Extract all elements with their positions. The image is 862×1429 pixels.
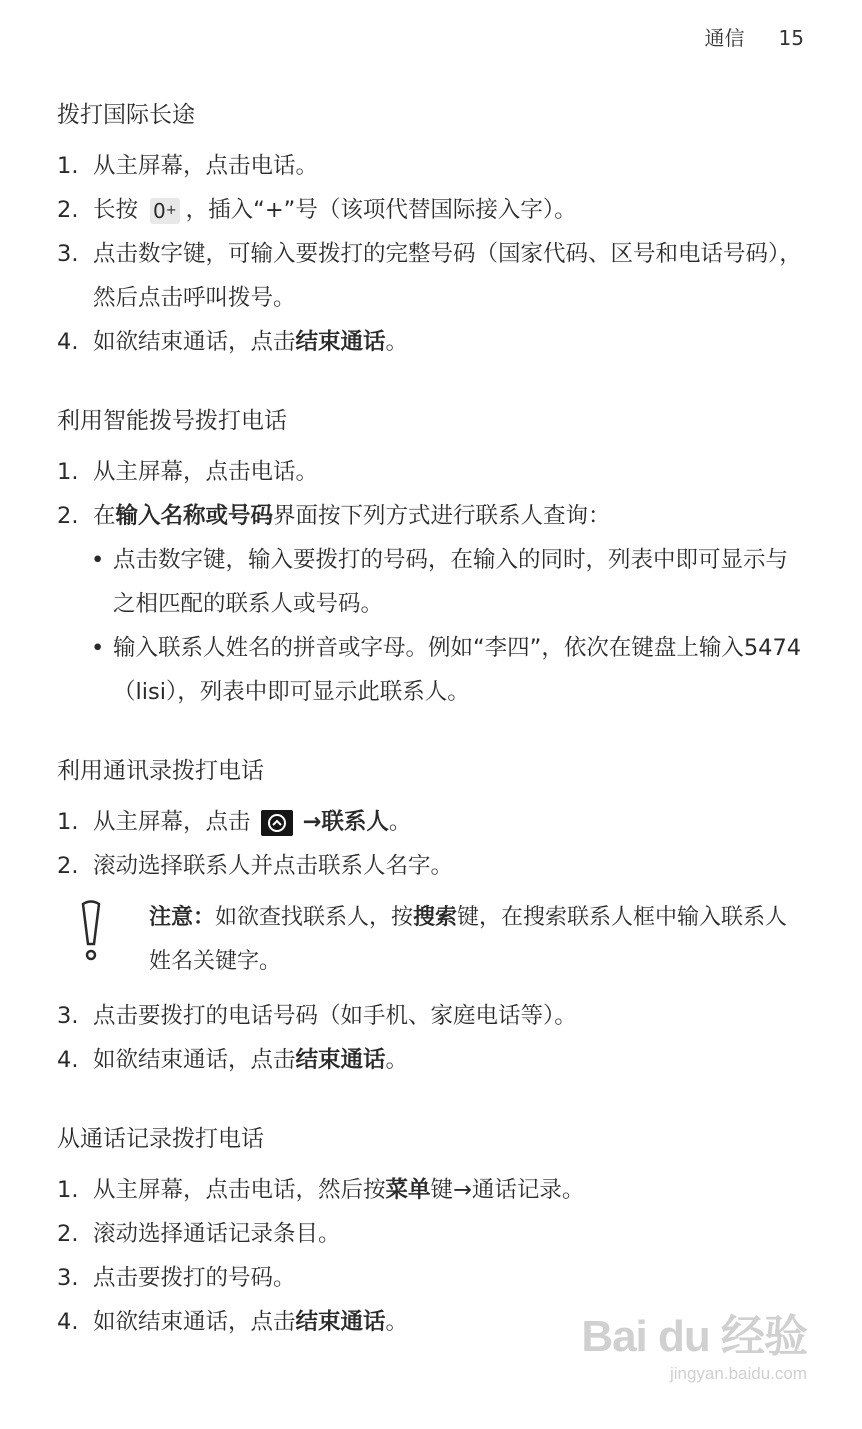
watermark-url: jingyan.baidu.com: [669, 1364, 807, 1383]
list-item: [57, 320, 802, 364]
item-number: 4.: [57, 1309, 79, 1335]
item-text: 滚动选择联系人并点击联系人名字。: [93, 853, 454, 879]
section-title: 拨打国际长途: [57, 102, 195, 128]
bullet-text: 点击数字键，输入要拨打的号码，在输入的同时，列表中即可显示与之相匹配的联系人或号码。: [113, 547, 789, 617]
item-bold-text: 菜单: [385, 1177, 431, 1203]
list-item: [57, 450, 802, 494]
item-text: 从主屏幕，点击电话。: [93, 153, 319, 179]
chapter-title: 通信: [704, 26, 745, 50]
list-item: [57, 1256, 802, 1300]
bullet-item: [91, 626, 802, 714]
item-text-cont: 界面按下列方式进行联系人查询：: [273, 503, 611, 529]
item-text: 如欲结束通话，点击: [93, 329, 296, 355]
note-bold-text: 搜索: [413, 905, 458, 930]
item-text: 点击数字键，可输入要拨打的完整号码（国家代码、区号和电话号码），然后点击呼叫拨号。: [93, 241, 802, 311]
list-item: [57, 844, 802, 888]
item-text: 点击要拨打的电话号码（如手机、家庭电话等）。: [93, 1003, 577, 1029]
item-text-cont: 。: [385, 329, 409, 355]
item-text-cont: 键→通话记录。: [430, 1177, 585, 1203]
item-number: 1.: [57, 1177, 79, 1203]
list-item: [57, 1038, 802, 1082]
item-bold-text: 输入名称或号码: [115, 503, 274, 529]
key-plus-label: +: [165, 202, 177, 218]
note-text-cont: 键，在搜索联系人框中输入联系人姓名关键字。: [149, 905, 788, 974]
item-text-cont: 。: [388, 809, 412, 835]
list-item: [57, 1168, 802, 1212]
item-number: 2.: [57, 1221, 79, 1247]
item-number: 4.: [57, 329, 79, 355]
item-text: 如欲结束通话，点击: [93, 1309, 296, 1335]
item-text: 点击要拨打的号码。: [93, 1265, 296, 1291]
list-item: [57, 1212, 802, 1256]
item-number: 1.: [57, 809, 79, 835]
item-bold-text: →联系人: [302, 809, 389, 835]
note-text: [149, 896, 802, 984]
item-number: 1.: [57, 153, 79, 179]
all-apps-icon: [261, 810, 293, 836]
item-number: 1.: [57, 459, 79, 485]
exclamation-icon: [79, 896, 149, 984]
section-title: 利用通讯录拨打电话: [57, 758, 264, 784]
note-box: [79, 896, 802, 984]
item-text-cont: 。: [385, 1047, 409, 1073]
section-title: 利用智能拨号拨打电话: [57, 408, 287, 434]
list-item: [57, 188, 802, 232]
section-title: 从通话记录拨打电话: [57, 1126, 264, 1152]
section-contacts-call: [57, 756, 802, 1082]
item-text: 从主屏幕，点击电话，然后按: [93, 1177, 386, 1203]
list-item: [57, 494, 802, 538]
list-item: [57, 994, 802, 1038]
page-number: 15: [778, 26, 804, 50]
item-text: 如欲结束通话，点击: [93, 1047, 296, 1073]
note-label: 注意：: [149, 905, 216, 930]
list-item: [57, 800, 802, 844]
bullet-text: 输入联系人姓名的拼音或字母。例如“李四”，依次在键盘上输入5474（lisi），列表中即可显示此联系人。: [113, 635, 802, 705]
item-number: 3.: [57, 1003, 79, 1029]
item-text: 长按: [93, 197, 139, 223]
item-number: 2.: [57, 503, 79, 529]
item-bold-text: 结束通话: [295, 329, 386, 355]
list-item: [57, 144, 802, 188]
item-number: 2.: [57, 853, 79, 879]
bullet-item: [91, 538, 802, 626]
item-text: 滚动选择通话记录条目。: [93, 1221, 341, 1247]
item-text: 从主屏幕，点击电话。: [93, 459, 319, 485]
key-zero-label: 0: [153, 198, 166, 223]
bullet-list: [57, 538, 802, 714]
baidu-watermark: [581, 1300, 807, 1384]
item-text: 从主屏幕，点击: [93, 809, 251, 835]
watermark-logo: Bai du 经验: [581, 1312, 807, 1361]
item-text-cont: ，插入“+”号（该项代替国际接入字）。: [185, 197, 577, 223]
page-header: [705, 22, 804, 51]
item-number: 2.: [57, 197, 79, 223]
item-text: 在: [93, 503, 116, 529]
section-smart-dial: [57, 406, 802, 714]
bullet-icon: •: [91, 635, 105, 661]
item-number: 3.: [57, 1265, 79, 1291]
item-bold-text: 结束通话: [295, 1047, 386, 1073]
note-text-part: 如欲查找联系人，按: [215, 905, 414, 930]
item-text-cont: 。: [385, 1309, 409, 1335]
page-body: [57, 100, 802, 1386]
item-number: 4.: [57, 1047, 79, 1073]
item-bold-text: 结束通话: [295, 1309, 386, 1335]
list-item: [57, 232, 802, 320]
zero-key-icon: [150, 198, 180, 224]
item-number: 3.: [57, 241, 79, 267]
bullet-icon: •: [91, 547, 105, 573]
section-international-call: [57, 100, 802, 364]
